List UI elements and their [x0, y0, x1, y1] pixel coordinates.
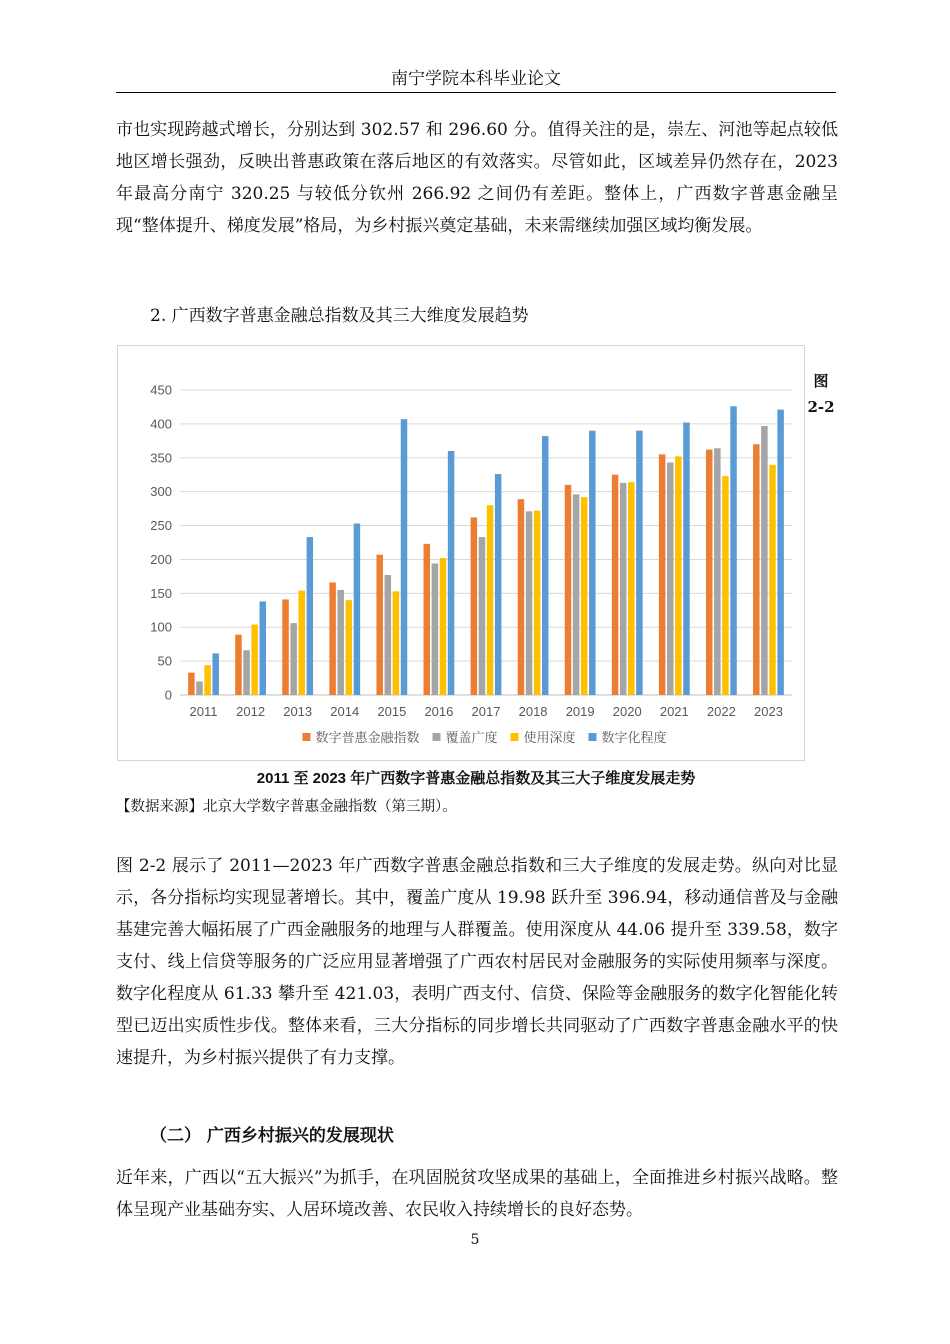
bar: [722, 476, 729, 695]
x-tick-label: 2020: [612, 704, 642, 719]
bar: [581, 497, 588, 695]
bar: [235, 635, 242, 695]
bar: [761, 426, 768, 695]
y-tick-label: 350: [150, 450, 172, 466]
legend-label: 使用深度: [523, 730, 576, 745]
figure-label: 图 2-2: [807, 372, 835, 416]
legend-swatch: [433, 733, 441, 741]
bar: [432, 564, 439, 695]
bar: [479, 537, 486, 695]
bar: [251, 625, 258, 695]
legend-swatch: [589, 733, 597, 741]
bar: [573, 494, 580, 695]
bar: [683, 423, 690, 695]
y-tick-label: 100: [150, 619, 172, 635]
bar: [753, 444, 760, 695]
legend-label: 覆盖广度: [445, 730, 498, 745]
bar: [401, 419, 408, 695]
bar: [307, 537, 314, 695]
bar: [196, 681, 203, 695]
x-tick-label: 2016: [424, 704, 454, 719]
bar: [565, 485, 572, 695]
figure-caption: 2011 至 2023 年广西数字普惠金融总指数及其三大子维度发展走势: [256, 770, 696, 787]
bar: [714, 448, 721, 695]
data-source-note: 【数据来源】北京大学数字普惠金融指数（第三期）。: [116, 799, 457, 815]
bar: [376, 555, 383, 695]
body-paragraph-2: 图 2-2 展示了 2011—2023 年广西数字普惠金融总指数和三大子维度的发展走势。纵向对比显示，各分指标均实现显著增长。其中，覆盖广度从 19.98 跃升至 396.94，移动通信普及与金融基建完善大幅拓展了广西金融服务的地理与人群覆盖。使用深度从 44.06 提升至 339.58，数字支付、线上信贷等服务的广泛应用显著增强了广西农村居民对金融服务的实际使用频率与深度。数字化程度从 61.33 攀升至 421.03，表明广西支付、信贷、保险等金融服务的数字化智能化转型已迈出实质性步伐。整体来看，三大分指标的同步增长共同驱动了广西数字普惠金融水平的快速提升，为乡村振兴提供了有力支撑。: [116, 856, 838, 1068]
x-tick-label: 2013: [283, 704, 313, 719]
bar: [424, 544, 431, 695]
bar: [440, 558, 447, 695]
bar: [354, 524, 361, 695]
chart-container: [117, 345, 805, 761]
bar: [620, 483, 627, 695]
bar: [636, 431, 643, 695]
x-tick-label: 2011: [189, 704, 218, 719]
bar: [534, 511, 541, 695]
bar: [495, 474, 502, 695]
bar: [612, 475, 619, 695]
bar: [260, 601, 267, 695]
header-rule: [116, 92, 836, 93]
bar: [487, 505, 494, 695]
bar: [706, 450, 713, 695]
subsection-heading: 2. 广西数字普惠金融总指数及其三大维度发展趋势: [150, 306, 529, 326]
y-tick-label: 250: [150, 518, 172, 534]
x-tick-label: 2015: [377, 704, 407, 719]
bar: [298, 591, 305, 695]
x-tick-label: 2023: [754, 704, 783, 719]
bar: [769, 465, 776, 695]
legend-swatch: [511, 733, 519, 741]
x-tick-label: 2021: [659, 704, 689, 719]
bar: [385, 575, 392, 695]
bar: [346, 600, 353, 695]
bar: [329, 582, 336, 695]
bar: [243, 650, 250, 695]
page-header-title: 南宁学院本科毕业论文: [391, 69, 561, 89]
y-tick-label: 200: [150, 551, 172, 567]
x-tick-label: 2022: [706, 704, 736, 719]
bar: [337, 590, 344, 695]
bar: [542, 436, 549, 695]
bar: [518, 499, 525, 695]
bar: [730, 406, 737, 695]
bar: [777, 410, 784, 695]
body-paragraph-3: 近年来，广西以“五大振兴”为抓手，在巩固脱贫攻坚成果的基础上，全面推进乡村振兴战略。整体呈现产业基础夯实、人居环境改善、农民收入持续增长的良好态势。: [116, 1168, 838, 1220]
page-number: 5: [470, 1232, 480, 1248]
y-tick-label: 150: [150, 585, 172, 601]
legend-label: 数字化程度: [601, 730, 667, 745]
bar: [290, 623, 297, 695]
x-tick-label: 2019: [565, 704, 595, 719]
x-tick-label: 2018: [518, 704, 548, 719]
bar: [628, 482, 635, 695]
bar: [526, 511, 533, 695]
bar: [204, 665, 211, 695]
bar: [188, 673, 195, 695]
y-tick-label: 400: [150, 416, 172, 432]
body-paragraph-1: 市也实现跨越式增长，分别达到 302.57 和 296.60 分。值得关注的是，崇左、河池等起点较低地区增长强劲，反映出普惠政策在落后地区的有效落实。尽管如此，区域差异仍然存在，2023 年最高分南宁 320.25 与较低分钦州 266.92 之间仍有差距。整体上，广西数字普惠金融呈现“整体提升、梯度发展”格局，为乡村振兴奠定基础，未来需继续加强区域均衡发展。: [116, 120, 838, 236]
bar-chart: [118, 346, 804, 760]
y-tick-label: 0: [164, 687, 172, 703]
x-tick-label: 2012: [236, 704, 266, 719]
y-tick-label: 450: [150, 382, 172, 398]
x-tick-label: 2017: [471, 704, 501, 719]
bar: [589, 431, 596, 695]
y-tick-label: 300: [150, 484, 172, 500]
legend-swatch: [303, 733, 311, 741]
bar: [393, 591, 400, 695]
section-heading: （二） 广西乡村振兴的发展现状: [150, 1126, 394, 1146]
bar: [659, 454, 666, 695]
bar: [212, 653, 219, 695]
bar: [667, 463, 674, 695]
bar: [282, 599, 289, 695]
legend-label: 数字普惠金融指数: [315, 730, 420, 745]
y-tick-label: 50: [157, 653, 172, 669]
bar: [448, 451, 455, 695]
bar: [675, 456, 682, 695]
x-tick-label: 2014: [330, 704, 360, 719]
bar: [471, 517, 478, 695]
